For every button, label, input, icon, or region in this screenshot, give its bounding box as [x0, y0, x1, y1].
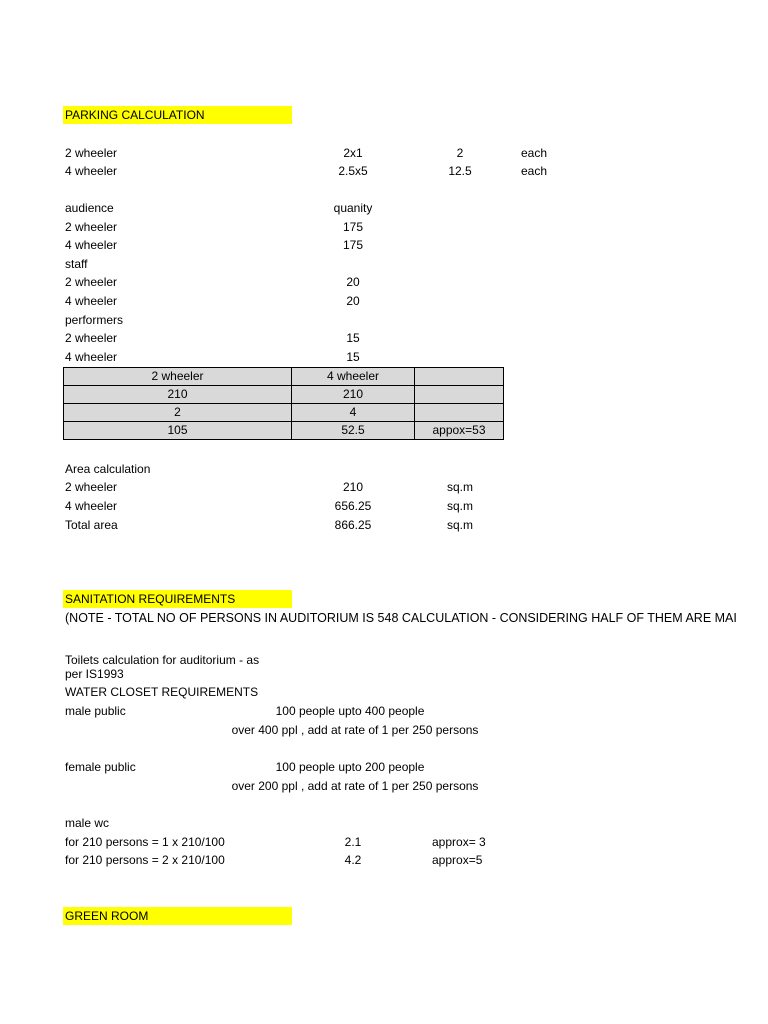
group-qty: 175	[342, 238, 364, 252]
toilets-line: per IS1993	[65, 667, 124, 681]
table-cell	[415, 368, 504, 386]
table-row	[64, 368, 504, 386]
size-area: 12.5	[448, 164, 472, 178]
group-qty: 20	[346, 294, 360, 308]
male-rule: over 400 ppl , add at rate of 1 per 250 persons	[231, 723, 479, 737]
size-label: 4 wheeler	[65, 164, 118, 178]
group-label: staff	[65, 257, 88, 271]
size-unit: each	[521, 164, 548, 178]
female-rule: over 200 ppl , add at rate of 1 per 250 persons	[231, 779, 479, 793]
group-qty: 20	[346, 275, 360, 289]
wc-calc-value: 4.2	[344, 853, 362, 867]
table-row	[64, 386, 504, 404]
table-cell	[415, 386, 504, 404]
area-unit: sq.m	[446, 480, 473, 494]
area-heading: Area calculation	[65, 462, 151, 476]
group-label: 4 wheeler	[65, 294, 118, 308]
group-label: 2 wheeler	[65, 275, 118, 289]
size-area: 2	[456, 146, 464, 160]
area-value: 656.25	[334, 499, 372, 513]
area-label: 4 wheeler	[65, 499, 118, 513]
toilets-line: Toilets calculation for auditorium - as	[65, 653, 260, 667]
area-label: 2 wheeler	[65, 480, 118, 494]
group-qty: 15	[346, 331, 360, 345]
table-cell: 2	[64, 404, 292, 422]
table-cell	[415, 404, 504, 422]
female-public-label: female public	[65, 760, 136, 774]
area-unit: sq.m	[446, 499, 473, 513]
group-label: 2 wheeler	[65, 220, 118, 234]
group-qty: 15	[346, 350, 360, 364]
group-qty: quanity	[333, 201, 373, 215]
area-label: Total area	[65, 518, 118, 532]
wc-calc-value: 2.1	[344, 835, 362, 849]
wc-calc-approx: approx=5	[432, 853, 483, 867]
group-label: 2 wheeler	[65, 331, 118, 345]
size-dim: 2x1	[343, 146, 363, 160]
table-cell: appox=53	[415, 422, 504, 440]
area-unit: sq.m	[446, 518, 473, 532]
group-label: audience	[65, 201, 114, 215]
size-unit: each	[521, 146, 548, 160]
group-label: 4 wheeler	[65, 238, 118, 252]
table-cell: 52.5	[292, 422, 415, 440]
area-value: 210	[342, 480, 364, 494]
group-label: performers	[65, 313, 124, 327]
female-rule: 100 people upto 200 people	[275, 760, 425, 774]
wc-calc-label: for 210 persons = 1 x 210/100	[65, 835, 225, 849]
table-cell: 4 wheeler	[292, 368, 415, 386]
male-wc-label: male wc	[65, 816, 110, 830]
group-qty: 175	[342, 220, 364, 234]
size-label: 2 wheeler	[65, 146, 118, 160]
size-dim: 2.5x5	[338, 164, 368, 178]
sanitation-heading: SANITATION REQUIREMENTS	[63, 590, 292, 608]
male-rule: 100 people upto 400 people	[275, 704, 425, 718]
wc-heading: WATER CLOSET REQUIREMENTS	[65, 685, 259, 699]
area-value: 866.25	[334, 518, 372, 532]
table-cell: 210	[64, 386, 292, 404]
table-row	[64, 404, 504, 422]
male-public-label: male public	[65, 704, 126, 718]
wc-calc-label: for 210 persons = 2 x 210/100	[65, 853, 225, 867]
table-cell: 4	[292, 404, 415, 422]
wc-calc-approx: approx= 3	[432, 835, 486, 849]
sanitation-note: (NOTE - TOTAL NO OF PERSONS IN AUDITORIUM IS 548 CALCULATION - CONSIDERING HALF OF THEM ARE MAI	[65, 611, 737, 625]
table-cell: 210	[292, 386, 415, 404]
parking-heading: PARKING CALCULATION	[63, 106, 292, 124]
table-cell: 2 wheeler	[64, 368, 292, 386]
green-room-heading: GREEN ROOM	[63, 907, 292, 925]
parking-summary-table	[63, 367, 504, 440]
group-label: 4 wheeler	[65, 350, 118, 364]
table-row	[64, 422, 504, 440]
table-cell: 105	[64, 422, 292, 440]
